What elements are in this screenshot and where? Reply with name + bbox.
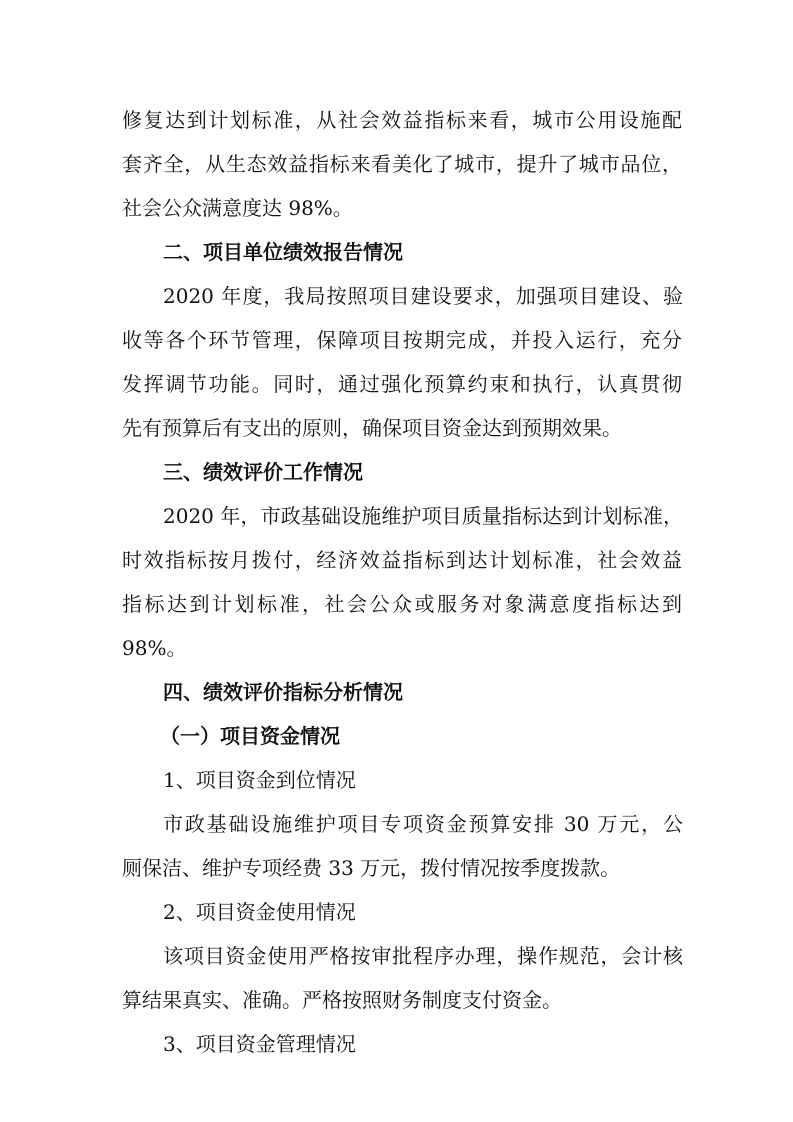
item-heading: 2、项目资金使用情况 [163,900,356,924]
paragraph-line: 98%。 [122,636,187,660]
paragraph-line: 2020 年，市政基础设施维护项目质量指标达到计划标准， [163,504,683,528]
paragraph-line: 收等各个环节管理，保障项目按期完成，并投入运行，充分 [122,328,682,352]
paragraph-line: 先有预算后有支出的原则，确保项目资金达到预期效果。 [122,416,622,440]
paragraph-line: 2020 年度，我局按照项目建设要求，加强项目建设、验 [163,284,683,308]
item-heading: 1、项目资金到位情况 [163,768,356,792]
paragraph-line: 社会公众满意度达 98%。 [122,196,353,220]
section-heading-4: 四、绩效评价指标分析情况 [163,680,403,704]
section-heading-3: 三、绩效评价工作情况 [163,460,363,484]
subsection-heading: （一）项目资金情况 [160,724,340,748]
paragraph-line: 套齐全，从生态效益指标来看美化了城市，提升了城市品位， [122,152,682,176]
paragraph-line: 厕保洁、维护专项经费 33 万元，拨付情况按季度拨款。 [122,856,621,880]
item-heading: 3、项目资金管理情况 [163,1032,356,1056]
paragraph-line: 该项目资金使用严格按审批程序办理，操作规范，会计核 [163,944,683,968]
paragraph-line: 时效指标按月拨付，经济效益指标到达计划标准，社会效益 [122,548,682,572]
paragraph-line: 市政基础设施维护项目专项资金预算安排 30 万元，公 [163,812,683,836]
paragraph-line: 发挥调节功能。同时，通过强化预算约束和执行，认真贯彻 [122,372,682,396]
section-heading-2: 二、项目单位绩效报告情况 [163,240,403,264]
paragraph-line: 修复达到计划标准，从社会效益指标来看，城市公用设施配 [122,108,682,132]
paragraph-line: 算结果真实、准确。严格按照财务制度支付资金。 [122,988,562,1012]
paragraph-line: 指标达到计划标准，社会公众或服务对象满意度指标达到 [122,592,682,616]
